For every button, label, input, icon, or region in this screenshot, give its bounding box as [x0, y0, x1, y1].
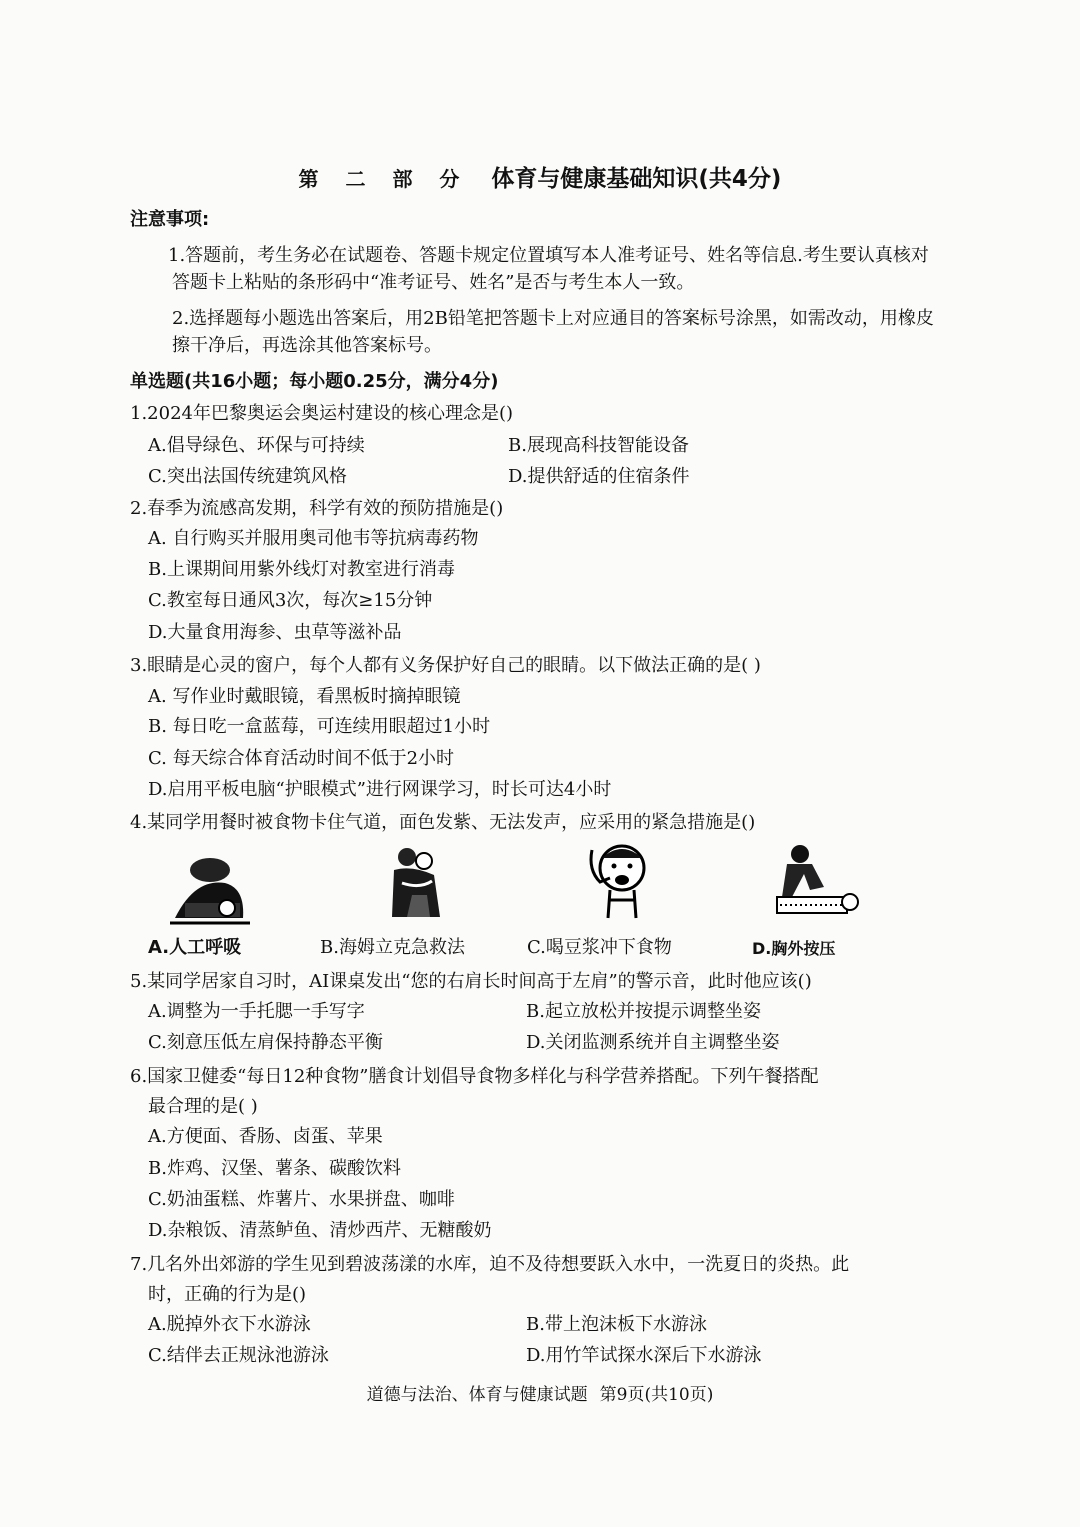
rescue-breathing-illustration: [165, 848, 255, 928]
q6-option-a: A.方便面、香肠、卤蛋、苹果: [148, 1126, 383, 1147]
q7-option-c: C.结伴去正规泳池游泳: [148, 1345, 329, 1366]
q4-option-a: A.人工呼吸: [148, 937, 242, 958]
q5-option-a: A.调整为一手托腮一手写字: [148, 1001, 365, 1022]
question-1-stem: 1.2024年巴黎奥运会奥运村建设的核心理念是(): [130, 403, 514, 424]
question-6-stem: 6.国家卫健委“每日12种食物”膳食计划倡导食物多样化与科学营养搭配。下列午餐搭配: [130, 1066, 819, 1087]
q1-option-a: A.倡导绿色、环保与可持续: [148, 435, 365, 456]
q2-option-d: D.大量食用海参、虫草等滋补品: [148, 622, 402, 643]
notice-heading: 注意事项:: [130, 209, 210, 230]
drinking-illustration: [580, 840, 670, 920]
question-5-stem: 5.某同学居家自习时，AI课桌发出“您的右肩长时间高于左肩”的警示音，此时他应该(): [130, 971, 812, 992]
heimlich-illustration: [372, 845, 462, 925]
q3-option-b: B. 每日吃一盒蓝莓，可连续用眼超过1小时: [148, 716, 491, 737]
question-3-stem: 3.眼睛是心灵的窗户，每个人都有义务保护好自己的眼睛。以下做法正确的是( ): [130, 655, 761, 676]
question-4-stem: 4.某同学用餐时被食物卡住气道，面色发紫、无法发声，应采用的紧急措施是(): [130, 812, 756, 833]
q7-option-d: D.用竹竿试探水深后下水游泳: [526, 1345, 762, 1366]
q2-option-c: C.教室每日通风3次，每次≥15分钟: [148, 590, 433, 611]
q5-option-b: B.起立放松并按提示调整坐姿: [526, 1001, 761, 1022]
q5-option-d: D.关闭监测系统并自主调整坐姿: [526, 1032, 780, 1053]
q4-option-b: B.海姆立克急救法: [320, 937, 465, 958]
q2-option-a: A. 自行购买并服用奥司他韦等抗病毒药物: [148, 528, 479, 549]
q3-option-c: C. 每天综合体育活动时间不低于2小时: [148, 748, 455, 769]
section-number: 第 二 部 分: [298, 167, 470, 191]
question-6-stem-cont: 最合理的是( ): [148, 1096, 258, 1117]
q7-option-b: B.带上泡沫板下水游泳: [526, 1314, 707, 1335]
footer-subject: 道德与法治、体育与健康试题: [366, 1385, 588, 1405]
q1-option-d: D.提供舒适的住宿条件: [508, 466, 690, 487]
q6-option-d: D.杂粮饭、清蒸鲈鱼、清炒西芹、无糖酸奶: [148, 1220, 492, 1241]
q5-option-c: C.刻意压低左肩保持静态平衡: [148, 1032, 383, 1053]
page-footer: [0, 1380, 1080, 1405]
question-2-stem: 2.春季为流感高发期，科学有效的预防措施是(): [130, 498, 504, 519]
q6-option-c: C.奶油蛋糕、炸薯片、水果拼盘、咖啡: [148, 1189, 455, 1210]
q3-option-a: A. 写作业时戴眼镜，看黑板时摘掉眼镜: [148, 686, 461, 707]
q6-option-b: B.炸鸡、汉堡、薯条、碳酸饮料: [148, 1158, 401, 1179]
notice-item-2: 2.选择题每小题选出答案后，用2B铅笔把答题卡上对应通目的答案标号涂黑，如需改动，用橡皮擦干净后，再选涂其他答案标号。: [172, 308, 934, 356]
section-label: 单选题(共16小题；每小题0.25分，满分4分): [130, 371, 499, 392]
q2-option-b: B.上课期间用紫外线灯对教室进行消毒: [148, 559, 455, 580]
q1-option-c: C.突出法国传统建筑风格: [148, 466, 347, 487]
footer-page: 第9页(共10页): [599, 1385, 714, 1405]
q1-option-b: B.展现高科技智能设备: [508, 435, 689, 456]
notice-item-1: 1.答题前，考生务必在试题卷、答题卡规定位置填写本人准考证号、姓名等信息.考生要认真核对答题卡上粘贴的条形码中“准考证号、姓名”是否与考生本人一致。: [168, 245, 929, 293]
q7-option-a: A.脱掉外衣下水游泳: [148, 1314, 311, 1335]
chest-compression-illustration: [772, 842, 862, 922]
question-7-stem: 7.几名外出郊游的学生见到碧波荡漾的水库，迫不及待想要跃入水中，一洗夏日的炎热。此: [130, 1254, 850, 1275]
q4-option-d: D.胸外按压: [752, 939, 836, 958]
q4-option-c: C.喝豆浆冲下食物: [527, 937, 672, 958]
q3-option-d: D.启用平板电脑“护眼模式”进行网课学习，时长可达4小时: [148, 779, 612, 800]
section-title: 体育与健康基础知识(共4分): [491, 166, 782, 192]
page-title: [0, 160, 1080, 193]
question-7-stem-cont: 时，正确的行为是(): [148, 1284, 307, 1305]
